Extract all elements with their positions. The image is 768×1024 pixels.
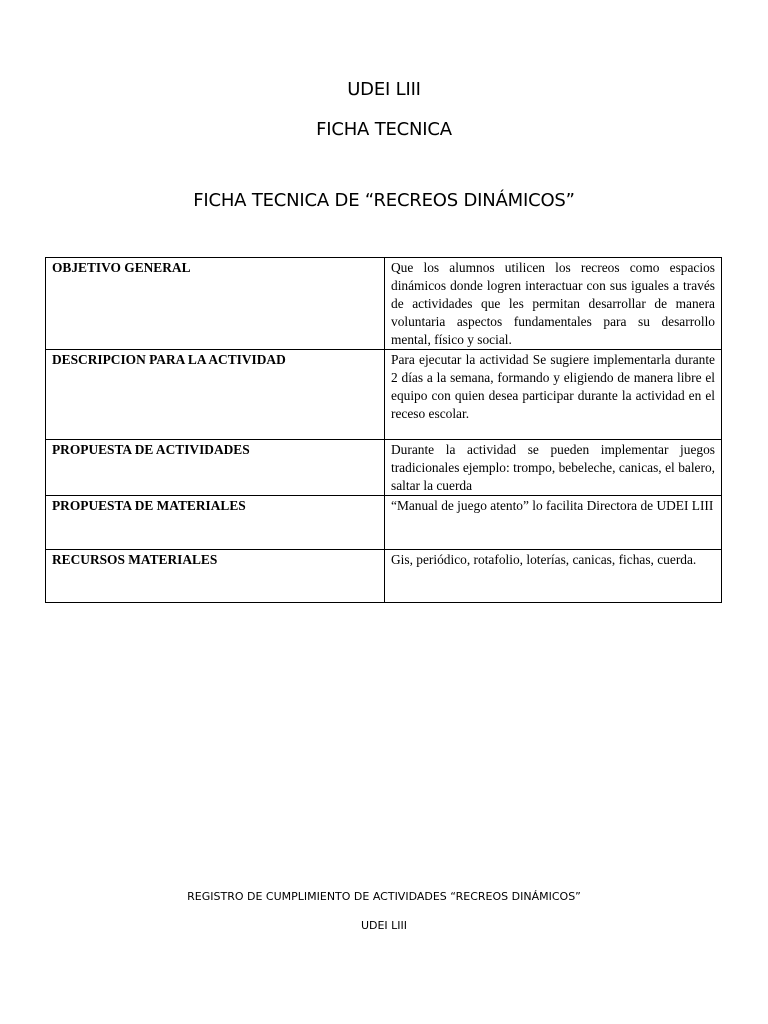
row-value: Durante la actividad se pueden implementar juegos tradicionales ejemplo: trompo, bebeleche, canicas, el balero, saltar la cuerda (385, 440, 722, 496)
row-label: PROPUESTA DE MATERIALES (46, 496, 385, 550)
sheet-type-heading: FICHA TECNICA (316, 119, 452, 140)
registry-heading: REGISTRO DE CUMPLIMIENTO DE ACTIVIDADES “RECREOS DINÁMICOS” (187, 890, 581, 903)
row-label: DESCRIPCION PARA LA ACTIVIDAD (46, 350, 385, 440)
table-row (46, 550, 722, 603)
table-row (46, 496, 722, 550)
row-label: OBJETIVO GENERAL (46, 258, 385, 350)
document-title: FICHA TECNICA DE “RECREOS DINÁMICOS” (193, 190, 575, 211)
row-label: PROPUESTA DE ACTIVIDADES (46, 440, 385, 496)
registry-institution: UDEI LIII (360, 919, 408, 932)
row-value: Gis, periódico, rotafolio, loterías, canicas, fichas, cuerda. (385, 550, 722, 603)
row-value: Que los alumnos utilicen los recreos como espacios dinámicos donde logren interactuar con sus iguales a través de actividades que les permitan desarrollar de manera voluntaria aspectos fundamentales para su desarrollo mental, físico y social. (385, 258, 722, 350)
technical-sheet-table (45, 257, 722, 603)
table-row (46, 258, 722, 350)
table-row (46, 440, 722, 496)
table-row (46, 350, 722, 440)
row-label: RECURSOS MATERIALES (46, 550, 385, 603)
row-value: Para ejecutar la actividad Se sugiere implementarla durante 2 días a la semana, formando y eligiendo de manera libre el equipo con quien desea participar durante la actividad en el receso escolar. (385, 350, 722, 440)
row-value: “Manual de juego atento” lo facilita Directora de UDEI LIII (385, 496, 722, 550)
institution-heading: UDEI LIII (347, 79, 421, 100)
